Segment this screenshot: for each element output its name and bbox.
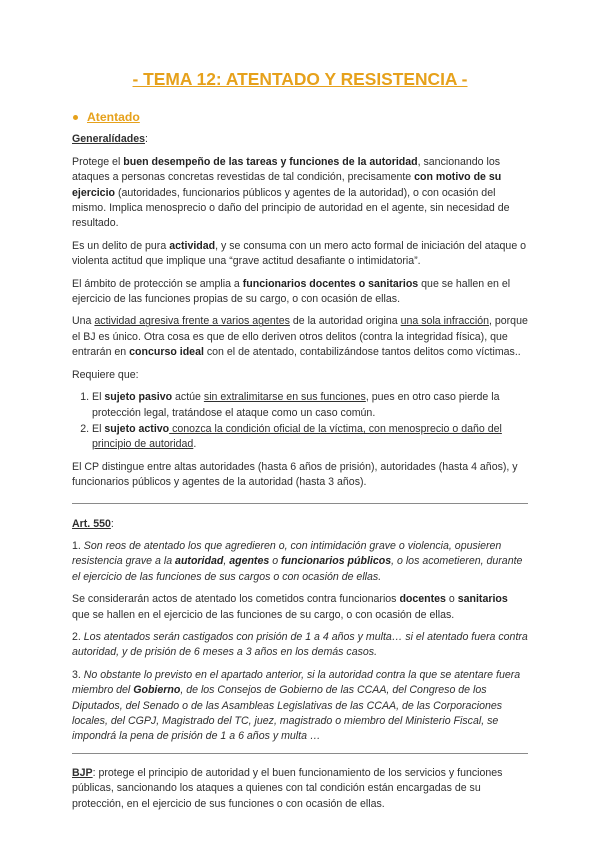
section-title: Atentado bbox=[87, 110, 140, 124]
bjp-paragraph: BJP: protege el principio de autoridad y el buen funcionamiento de los servicios y funciones públicas, sancionando los ataques a quienes con tal condición están encargadas de su protección, en el ejercicio de sus funciones o con ocasión de ellas. bbox=[72, 766, 503, 810]
list-item: 2. El sujeto activo conozca la condición oficial de la víctima, con menosprecio o daño del principio de autoridad. bbox=[92, 422, 528, 453]
document-page bbox=[72, 68, 528, 819]
paragraph-1: Protege el buen desempeño de las tareas y funciones de la autoridad, sancionando los ataques a personas concretas revestidas de tal condición, precisamente con motivo de su ejercicio (autoridades, funcionarios públicos y agentes de la autoridad), o con ocasión del mismo. Implica menosprecio o daño del principio de autoridad en el agente, sin necesidad de resultado. bbox=[72, 155, 510, 230]
article-heading: Art. 550: bbox=[72, 517, 114, 530]
page-title: - TEMA 12: ATENTADO Y RESISTENCIA - bbox=[132, 69, 468, 89]
generalidades-heading: Generalídades: bbox=[72, 133, 148, 146]
paragraph-5: El CP distingue entre altas autoridades (hasta 6 años de prisión), autoridades (hasta 4 años), y funcionarios públicos y agentes de la autoridad (hasta 3 años). bbox=[72, 460, 518, 489]
section-heading bbox=[72, 110, 528, 125]
article-para-extra: Se considerarán actos de atentado los cometidos contra funcionarios docentes o sanitarios que se hallen en el ejercicio de las funciones de su cargo, o con ocasión de ellas. bbox=[72, 593, 508, 621]
paragraph-3: El ámbito de protección se amplia a funcionarios docentes o sanitarios que se hallen en el ejercicio de las funciones propias de su cargo, o con ocasión de ellas. bbox=[72, 277, 511, 306]
paragraph-4: Una actividad agresiva frente a varios agentes de la autoridad origina una sola infracción, porque el BJ es único. Otra cosa es que de ello deriven otros delitos (contra la integridad física), que entrarán en concurso ideal con el de atentado, contabilizándose tantos delitos como víctimas.. bbox=[72, 315, 528, 359]
article-para-2: 2. Los atentados serán castigados con prisión de 1 a 4 años y multa… si el atentado fuera contra autoridad, y de prisión de 6 meses a 3 años en los demás casos. bbox=[72, 630, 528, 659]
divider bbox=[72, 753, 528, 754]
list-item: 1. El sujeto pasivo actúe sin extralimitarse en sus funciones, pues en otro caso pierde la protección legal, tratándose el ataque como un caso común. bbox=[92, 390, 528, 421]
article-para-1: 1. Son reos de atentado los que agredieren o, con intimidación grave o violencia, opusieren resistencia grave a la autoridad, agentes o funcionarios públicos, o los acometieren, durante el ejercicio de las funciones de sus cargos o con ocasión de ellas. bbox=[72, 539, 523, 583]
bullet-dot-icon bbox=[73, 115, 78, 120]
article-para-3: 3. No obstante lo previsto en el apartado anterior, si la autoridad contra la que se atentare fuera miembro del Gobierno, de los Consejos de Gobierno de las CCAA, del Congreso de los Diputados, del Senado o de las Asambleas Legislativas de las CCAA, de las Corporaciones locales, del CGPJ, Magistrado del TC, juez, magistrado o miembro del Ministerio Fiscal, se impondrá la pena de prisión de 1 a 6 años y multa … bbox=[72, 668, 521, 743]
divider bbox=[72, 503, 528, 504]
paragraph-2: Es un delito de pura actividad, y se consuma con un mero acto formal de iniciación del ataque o violenta actitud que implique una “grave actitud desafiante o intimidatoria”. bbox=[72, 239, 527, 268]
requiere-text: Requiere que: bbox=[72, 368, 139, 381]
requirements-list bbox=[72, 390, 528, 453]
